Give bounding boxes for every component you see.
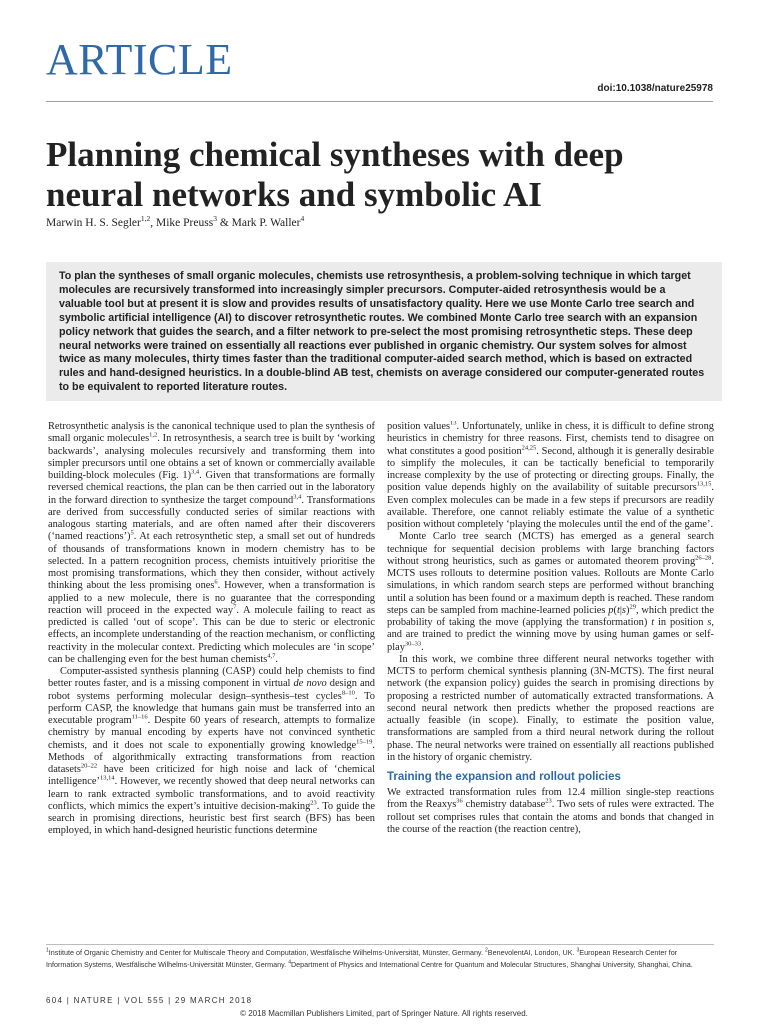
author-affiliation: 1,2 [140,214,151,224]
text-run: . Despite 60 years of research, attempts to formalize chemistry by manual encoding by experts have not convinced synthetic chemists, and it does not scale to exponentially growing knowledge [48,715,375,751]
author-separator: , [150,217,156,229]
reference-superscript[interactable]: 6 [214,578,218,586]
text-run: Retrosynthetic analysis is the canonical technique used to plan the synthesis of small organic molecules [48,421,375,445]
reference-superscript[interactable]: 5 [130,529,134,537]
reference-superscript[interactable]: 15–19 [356,738,373,746]
text-run: . At each retrosynthetic step, a small set out of hundreds of thousands of transformations known in modern chemistry has to be selected. In a pattern recognition process, chemists intuitively prioritise the most promising transformations, which they then consider, without actively thinking about the less promising ones [48,531,375,592]
text-run: . [421,641,424,653]
author-list [46,215,726,231]
body-paragraph [387,654,714,764]
text-run: ( [613,604,617,616]
reference-superscript[interactable]: 23 [545,797,552,805]
body-paragraph [48,421,375,666]
reference-superscript[interactable]: 13 [449,421,457,427]
author-separator: & [216,217,232,229]
author-name[interactable]: Mike Preuss [156,217,214,229]
body-paragraph [387,787,714,836]
reference-superscript[interactable]: 4,7 [267,652,276,660]
text-run: . Two sets of rules were extracted. The rollout set comprises rules that contain the atoms and bonds that changed in the course of the reaction (the reaction centre), [387,799,714,835]
reference-superscript[interactable]: 13,14 [99,774,115,782]
body-paragraph [387,421,714,531]
reference-superscript[interactable]: 26–28 [695,554,712,562]
text-run: In this work, we combine three different neural networks together with MCTS to perform chemical synthesis planning (3N-MCTS). The first neural network (the expansion policy) guides the search in promising directions by proposing a restricted number of automatically extracted transformations. A second neural network then predicts whether the proposed reactions are actually feasible (in scope). Finally, to estimate the position value, transformations are sampled from a third neural network during the rollout phase. The neural networks were trained on essentially all reactions published in the history of organic chemistry. [387,653,714,763]
text-run: . However, when a transformation is applied to a new molecule, there is no guarantee that the corresponding reaction will proceed in the expected way [48,580,375,616]
text-run: . [275,653,279,665]
reference-superscript[interactable]: 20–22 [80,762,98,770]
reference-superscript[interactable]: 3,4 [191,468,200,476]
reference-superscript[interactable]: 2 [485,947,488,954]
text-run: have been criticized for high noise and lack of ‘chemical intelligence’ [48,764,375,788]
italic-text: de novo [293,678,327,690]
text-run: . To guide the search in promising directions, heuristic best first search (BFS) has been employed, in which hand-designed heuristic functions determine [48,800,375,837]
abstract: To plan the syntheses of small organic molecules, chemists use retrosynthesis, a problem-solving technique in which target molecules are recursively transformed into increasingly simpler precursors. Computer-aided retrosynthesis would be a valuable tool but at present it is slow and provides results of unsatisfactory quality. Here we use Monte Carlo tree search and symbolic artificial intelligence (AI) to discover retrosynthetic routes. We combined Monte Carlo tree search with an expansion policy network that guides the search, and a filter network to pre-select the most promising retrosynthetic steps. These deep neural networks were trained on essentially all reactions ever published in organic chemistry. Our system solves for almost twice as many molecules, thirty times faster than the traditional computer-aided search method, which is based on extracted rules and hand-designed heuristics. In a double-blind AB test, chemists on average considered our computer-generated routes to be equivalent to reported literature routes. [46,262,722,401]
reference-superscript[interactable]: 1,2 [149,431,158,439]
italic-text: p [608,604,614,616]
text-run: . Second, although it is generally desirable to simplify the molecules, it can be tactically beneficial to temporarily increase complexity by the use of protecting or directing groups. Finally, the position value depends highly on the availability of suitable precursors [387,445,714,494]
reference-superscript[interactable]: 8–10 [341,689,355,697]
text-run: Institute of Organic Chemistry and Center for Multiscale Theory and Computation, Westfälische Wilhelms-Universität, Münster, Germany. [48,948,485,957]
reference-superscript[interactable]: 3 [576,947,580,954]
reference-superscript[interactable]: 1 [46,947,49,954]
body-column-left [48,421,375,942]
italic-text: s [621,604,626,616]
body-column-right [387,421,714,942]
text-run: position values [387,421,450,432]
text-run: Computer-assisted synthesis planning (CASP) could help chemists to find better routes faster, and is a missing component in virtual [48,666,375,690]
text-run: design and robot systems performing molecular design–synthesis–test cycles [48,678,375,702]
reference-superscript[interactable]: 11–16 [131,713,148,721]
section-subheading: Training the expansion and rollout policies [387,771,621,783]
page-folio: 604 | NATURE | VOL 555 | 29 MARCH 2018 [46,996,253,1005]
italic-text: s [707,617,712,628]
article-title: Planning chemical syntheses with deep neural networks and symbolic AI [46,135,624,214]
text-run: European Research Center for Information Systems, Westfälische Wilhelms-Universität Münster, Germany. [46,948,678,969]
text-run: . Methods of algorithmically extracting transformations from reaction datasets [48,739,375,775]
author-affiliation: 4 [300,214,305,224]
text-run: . Transformations are derived from successfully conducted series of similar reactions with analogous starting materials, and are often named after their discoverers (‘named reactions’) [48,494,375,543]
text-run: . To perform CASP, the knowledge that humans gain must be transferred into an executable program [48,690,375,726]
text-run: . A molecule failing to react as predicted is called ‘out of scope’. This can be due to steric or electronic effects, an incomplete understanding of the reaction mechanism, or conflicting reactivity in the molecular context. Predicting which molecules are ‘in scope’ can be challenging even for the best human chemists [48,604,375,665]
text-run: ) [625,604,630,616]
body-paragraph [48,666,375,838]
reference-superscript[interactable]: 4 [288,959,291,966]
author-affiliation: 3 [213,214,217,224]
footnote-rule [46,944,714,945]
author-name[interactable]: Mark P. Waller [231,217,301,229]
reference-superscript[interactable]: 3,4 [293,493,302,501]
text-run: BenevolentAI, London, UK. [487,948,577,957]
text-run: Department of Physics and International Centre for Quantum and Molecular Structures, Shanghai University, Shanghai, China. [290,959,693,969]
text-run: . However, we recently showed that deep neural networks can learn to rank extracted symbolic transformations, and to avoid reactivity conflicts, which mimics the expert’s intuitive decision-making [48,776,375,812]
text-run: , which predict the probability of taking the move (applying the transformation) [387,604,714,628]
italic-text: t [616,604,620,616]
text-run: | [619,604,622,616]
section-label: ARTICLE [46,35,233,84]
text-run: . MCTS uses rollouts to determine position values. Rollouts are Monte Carlo simulations, in which random search steps are performed without branching until a solution has been found or a maximum depth is reached. These random steps can be sampled from machine-learned policies [387,555,714,616]
reference-superscript[interactable]: 30–33 [404,640,422,648]
text-run: in position [654,617,708,628]
text-run: . In retrosynthesis, a search tree is built by ‘working backwards’, analysing molecules recursively and transforming them into simpler precursors until one obtains a set of known or commercially available building-block molecules (Fig. 1) [48,433,375,481]
body-paragraph [387,531,714,654]
reference-superscript[interactable]: 29 [629,603,636,611]
header-rule [46,101,713,102]
affiliations-footnote [46,947,714,970]
reference-superscript[interactable]: 36 [456,797,463,805]
copyright-notice: © 2018 Macmillan Publishers Limited, part of Springer Nature. All rights reserved. [240,1009,528,1018]
text-run: chemistry database [462,799,546,811]
reference-superscript[interactable]: 7 [233,603,237,611]
reference-superscript[interactable]: 23 [310,799,317,807]
text-run: . Unfortunately, unlike in chess, it is difficult to define strong heuristics in chemistry for three reasons. First, chemists tend to disagree on what constitutes a good position [387,421,714,457]
doi-link[interactable]: doi:10.1038/nature25978 [597,83,713,94]
italic-text: t [651,617,655,628]
text-run: , and are trained to predict the winning move by using human games or self-play [387,617,714,653]
text-run: . Even complex molecules can be made in a few steps if precursors are readily available. Therefore, one cannot reliably estimate the value of a synthetic position without completely ‘playing the molecules until the end of the game’. [387,482,714,530]
author-name[interactable]: Marwin H. S. Segler [46,217,141,229]
text-run: We extracted transformation rules from 12.4 million single-step reactions from the Reaxys [387,787,714,811]
reference-superscript[interactable]: 13,15 [696,480,712,488]
text-run: Monte Carlo tree search (MCTS) has emerged as a general search technique for sequential decision problems with large branching factors without strong heuristics, such as games or automated theorem proving [387,531,714,567]
reference-superscript[interactable]: 24,25 [521,444,537,452]
text-run: . Given that transformations are formally reversed chemical reactions, the plan can be then carried out in the laboratory in the forward direction to synthesize the target compound [48,470,375,506]
